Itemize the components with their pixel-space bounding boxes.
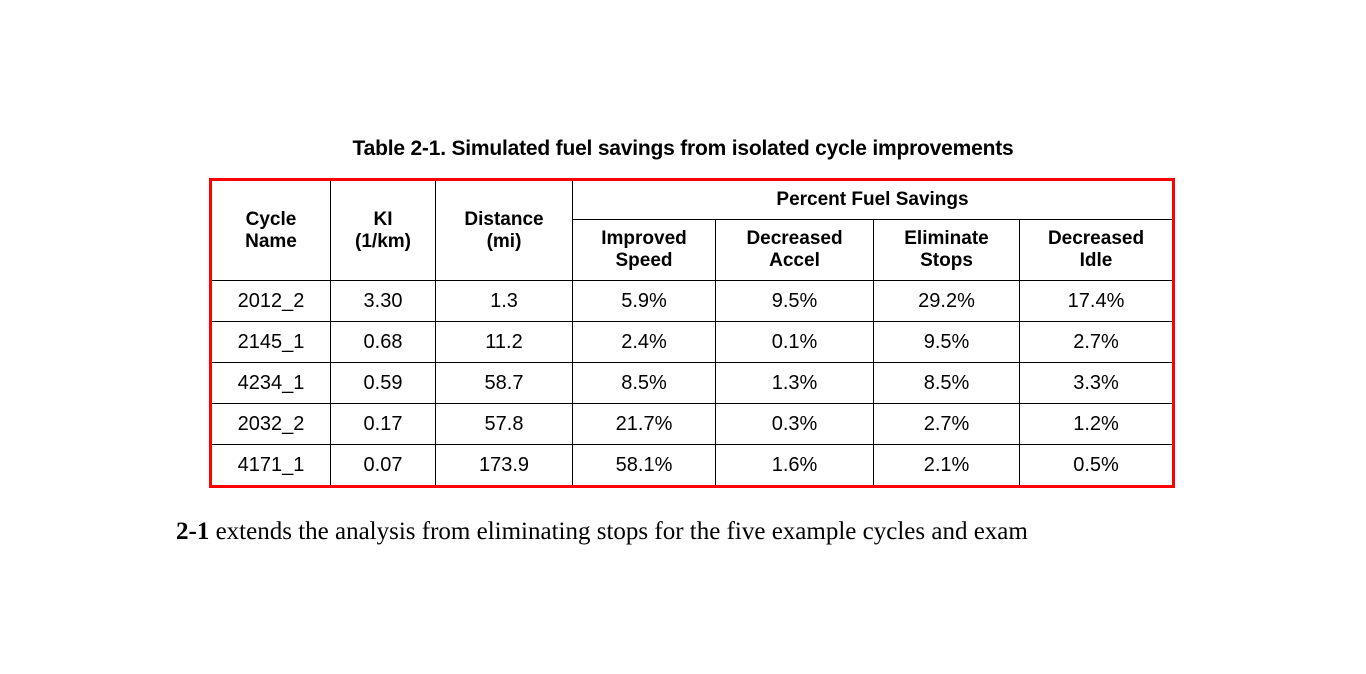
cell-decreased-accel: 0.3% bbox=[716, 404, 874, 445]
body-paragraph bbox=[176, 518, 1296, 546]
column-header-decreased-idle bbox=[1020, 220, 1174, 281]
column-header-distance bbox=[436, 180, 573, 281]
column-header-improved-speed bbox=[573, 220, 716, 281]
cell-eliminate-stops: 2.7% bbox=[874, 404, 1020, 445]
group-header-percent-fuel-savings: Percent Fuel Savings bbox=[573, 180, 1174, 220]
paragraph-reference: 2-1 bbox=[176, 518, 210, 545]
column-header-improved-speed-line2: Speed bbox=[615, 250, 673, 271]
column-header-decreased-accel-line1: Decreased bbox=[746, 228, 843, 250]
column-header-decreased-idle-line1: Decreased bbox=[1047, 228, 1145, 250]
table-row bbox=[211, 445, 1174, 487]
cell-distance: 11.2 bbox=[436, 322, 573, 363]
cell-ki: 0.68 bbox=[331, 322, 436, 363]
column-header-eliminate-stops-line2: Stops bbox=[920, 250, 973, 271]
cell-ki: 0.17 bbox=[331, 404, 436, 445]
cell-cycle-name: 2012_2 bbox=[211, 281, 331, 322]
cell-eliminate-stops: 29.2% bbox=[874, 281, 1020, 322]
column-header-decreased-idle-line2: Idle bbox=[1079, 250, 1113, 271]
column-header-distance-line1: Distance bbox=[464, 208, 544, 230]
table-row bbox=[211, 363, 1174, 404]
cell-decreased-idle: 1.2% bbox=[1020, 404, 1174, 445]
cell-improved-speed: 58.1% bbox=[573, 445, 716, 487]
paragraph-text: extends the analysis from eliminating stops for the five example cycles and exam bbox=[209, 518, 1028, 545]
cell-distance: 173.9 bbox=[436, 445, 573, 487]
table-header-row-group bbox=[211, 180, 1174, 220]
cell-decreased-accel: 1.6% bbox=[716, 445, 874, 487]
column-header-improved-speed-line1: Improved bbox=[601, 228, 687, 250]
column-header-ki-line1: KI bbox=[373, 208, 393, 230]
table-head bbox=[211, 180, 1174, 281]
cell-decreased-idle: 17.4% bbox=[1020, 281, 1174, 322]
cell-distance: 58.7 bbox=[436, 363, 573, 404]
cell-ki: 0.59 bbox=[331, 363, 436, 404]
table-body bbox=[211, 281, 1174, 487]
cell-distance: 1.3 bbox=[436, 281, 573, 322]
cell-eliminate-stops: 8.5% bbox=[874, 363, 1020, 404]
column-header-distance-line2: (mi) bbox=[486, 230, 522, 252]
column-header-cycle-name bbox=[211, 180, 331, 281]
column-header-eliminate-stops bbox=[874, 220, 1020, 281]
column-header-eliminate-stops-line1: Eliminate bbox=[904, 228, 989, 250]
cell-ki: 0.07 bbox=[331, 445, 436, 487]
cell-distance: 57.8 bbox=[436, 404, 573, 445]
cell-improved-speed: 2.4% bbox=[573, 322, 716, 363]
cell-decreased-idle: 0.5% bbox=[1020, 445, 1174, 487]
cell-decreased-accel: 9.5% bbox=[716, 281, 874, 322]
table-row bbox=[211, 404, 1174, 445]
column-header-cycle-name-line1: Cycle bbox=[245, 208, 297, 230]
column-header-ki-line2: (1/km) bbox=[355, 230, 411, 252]
column-header-decreased-accel-line2: Accel bbox=[769, 250, 820, 271]
column-header-decreased-accel bbox=[716, 220, 874, 281]
cell-ki: 3.30 bbox=[331, 281, 436, 322]
cell-decreased-idle: 2.7% bbox=[1020, 322, 1174, 363]
table-row bbox=[211, 322, 1174, 363]
cell-eliminate-stops: 2.1% bbox=[874, 445, 1020, 487]
cell-cycle-name: 2145_1 bbox=[211, 322, 331, 363]
table-row bbox=[211, 281, 1174, 322]
table-container bbox=[209, 178, 1172, 488]
cell-eliminate-stops: 9.5% bbox=[874, 322, 1020, 363]
fuel-savings-table bbox=[209, 178, 1175, 488]
column-header-cycle-name-line2: Name bbox=[245, 230, 297, 252]
table-caption: Table 2-1. Simulated fuel savings from isolated cycle improvements bbox=[352, 137, 1014, 160]
cell-improved-speed: 21.7% bbox=[573, 404, 716, 445]
cell-cycle-name: 2032_2 bbox=[211, 404, 331, 445]
cell-improved-speed: 5.9% bbox=[573, 281, 716, 322]
cell-cycle-name: 4171_1 bbox=[211, 445, 331, 487]
cell-decreased-idle: 3.3% bbox=[1020, 363, 1174, 404]
column-header-ki bbox=[331, 180, 436, 281]
cell-decreased-accel: 1.3% bbox=[716, 363, 874, 404]
cell-improved-speed: 8.5% bbox=[573, 363, 716, 404]
cell-cycle-name: 4234_1 bbox=[211, 363, 331, 404]
cell-decreased-accel: 0.1% bbox=[716, 322, 874, 363]
